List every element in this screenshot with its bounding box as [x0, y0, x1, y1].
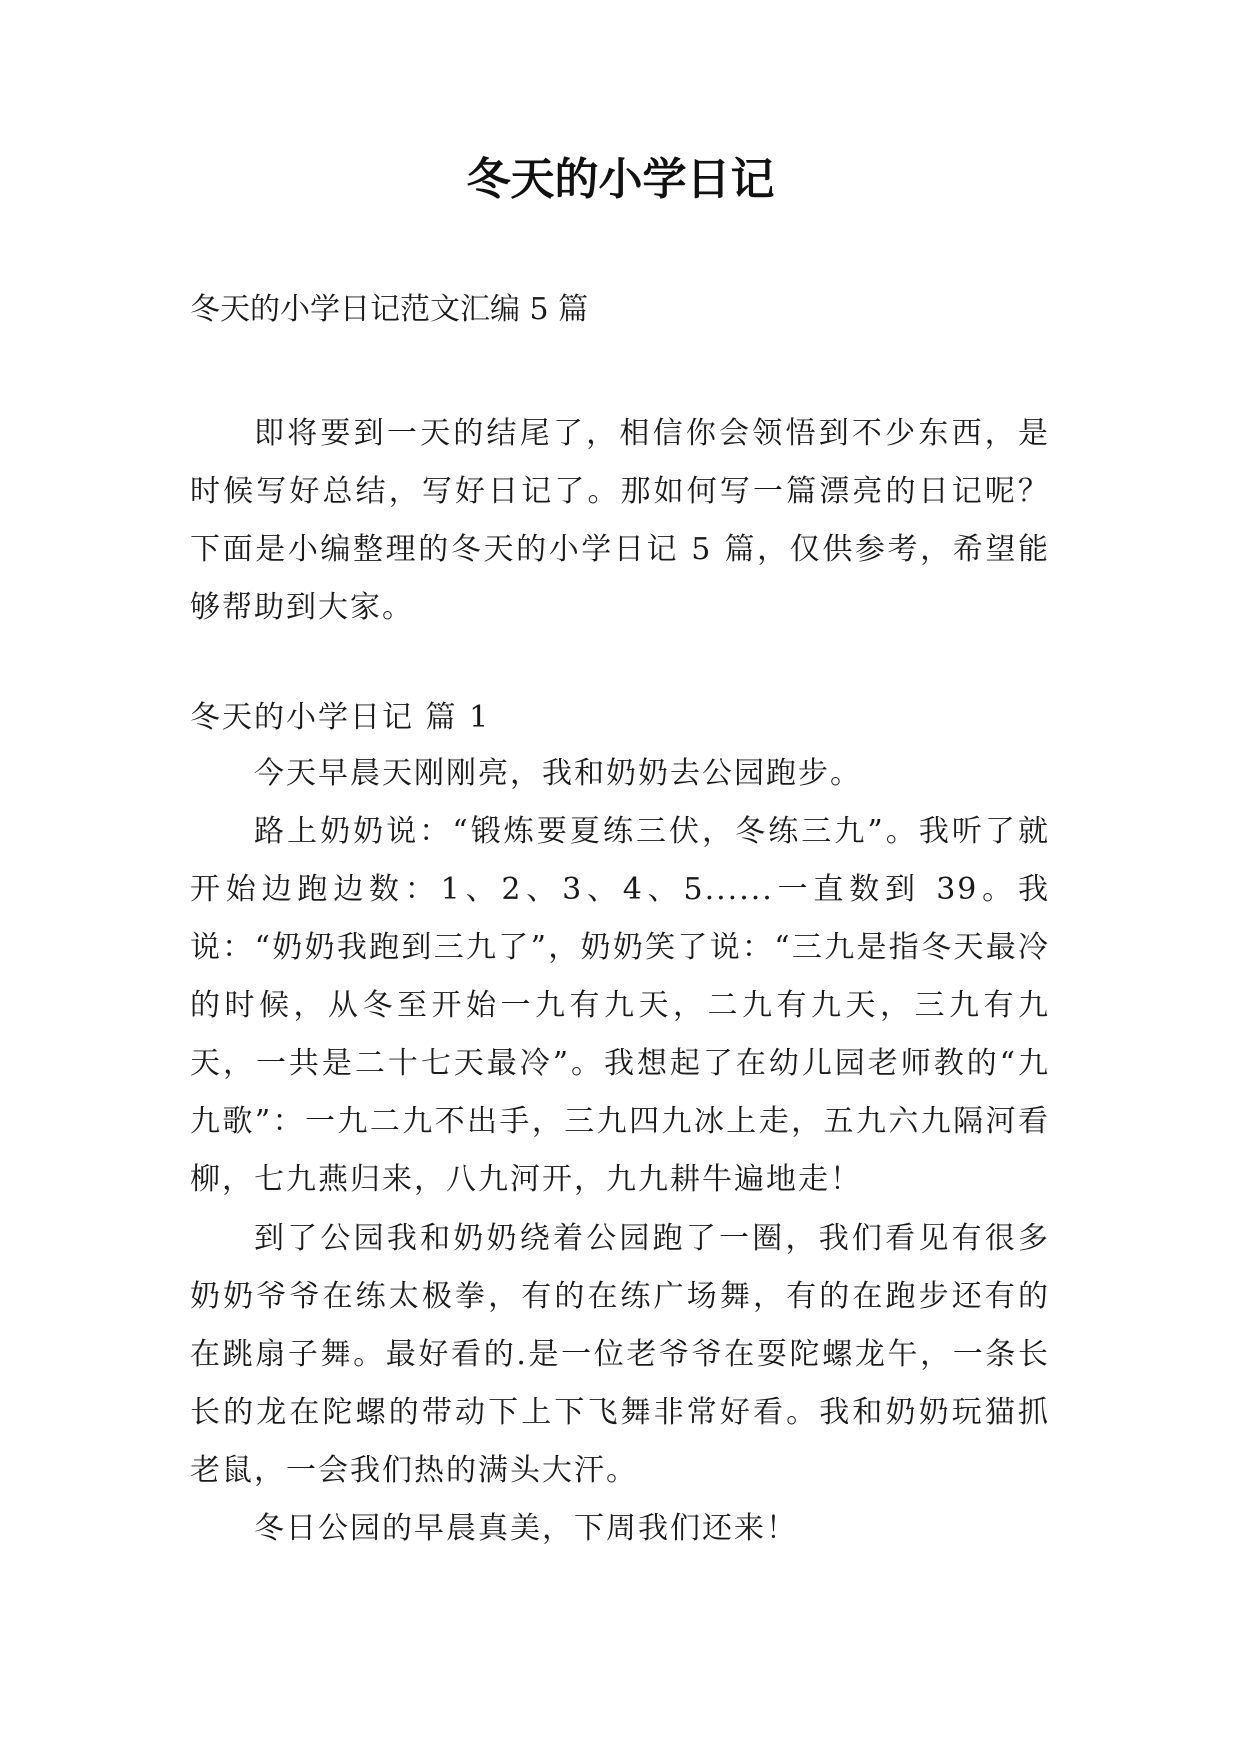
- body-paragraph: 路上奶奶说：“锻炼要夏练三伏，冬练三九”。我听了就开始边跑边数：1、2、3、4、5......一直数到 39。我说：“奶奶我跑到三九了”，奶奶笑了说：“三九是指冬天最冷的时候，从冬至开始一九有九天，二九有九天，三九有九天，一共是二十七天最冷”。我想起了在幼儿园老师教的“九九歌”：一九二九不出手，三九四九冰上走，五九六九隔河看柳，七九燕归来，八九河开，九九耕牛遍地走！: [190, 814, 1050, 1197]
- document-title: 冬天的小学日记: [466, 154, 775, 205]
- body-paragraph: 到了公园我和奶奶绕着公园跑了一圈，我们看见有很多奶奶爷爷在练太极拳，有的在练广场舞，有的在跑步还有的在跳扇子舞。最好看的.是一位老爷爷在耍陀螺龙午，一条长长的龙在陀螺的带动下上下飞舞非常好看。我和奶奶玩猫抓老鼠，一会我们热的满头大汗。: [190, 1221, 1050, 1488]
- document-subtitle: 冬天的小学日记范文汇编 5 篇: [190, 292, 589, 327]
- intro-paragraph: 即将要到一天的结尾了，相信你会领悟到不少东西，是时候写好总结，写好日记了。那如何写一篇漂亮的日记呢？下面是小编整理的冬天的小学日记 5 篇，仅供参考，希望能够帮助到大家。: [190, 416, 1050, 625]
- body-paragraph: 冬日公园的早晨真美，下周我们还来！: [254, 1511, 798, 1546]
- body-paragraph: 今天早晨天刚刚亮，我和奶奶去公园跑步。: [254, 756, 862, 791]
- article-heading: 冬天的小学日记 篇 1: [190, 700, 491, 735]
